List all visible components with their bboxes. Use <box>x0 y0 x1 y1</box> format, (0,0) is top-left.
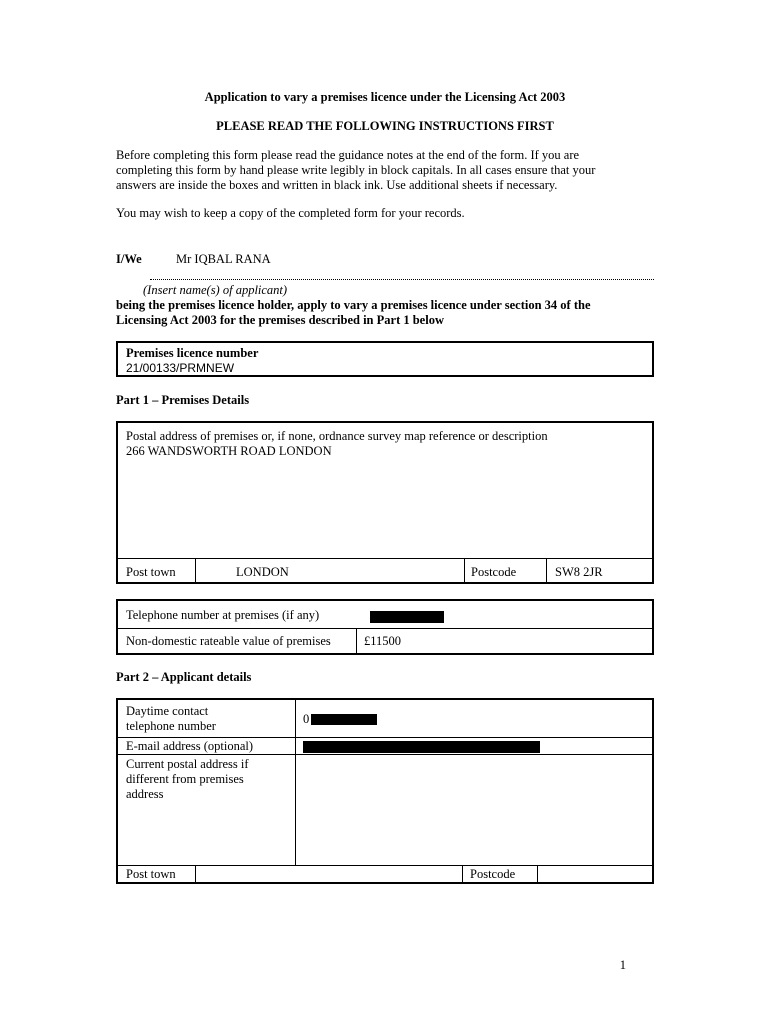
instructions-paragraph <box>116 148 656 193</box>
daytime-phone-label-line: Daytime contact <box>126 704 209 718</box>
premises-address-label: Postal address of premises or, if none, ordnance survey map reference or description <box>126 429 548 443</box>
instructions-line: Before completing this form please read the guidance notes at the end of the form. If you are <box>116 148 580 162</box>
p2-post-town-field[interactable] <box>196 866 462 882</box>
licence-number-box <box>116 341 654 377</box>
premises-address-box <box>116 421 654 584</box>
rateable-value-label: Non-domestic rateable value of premises <box>126 634 331 648</box>
applicant-name-underline <box>150 279 654 280</box>
post-town-value[interactable]: LONDON <box>236 565 289 579</box>
postcode-value[interactable]: SW8 2JR <box>555 565 603 579</box>
applicant-name-value[interactable]: Mr IQBAL RANA <box>176 252 271 266</box>
premises-phone-rateable-box <box>116 599 654 655</box>
post-town-label: Post town <box>126 565 176 579</box>
email-label: E-mail address (optional) <box>126 739 254 753</box>
current-postal-address-field[interactable] <box>296 755 652 865</box>
daytime-phone-redacted <box>311 714 377 725</box>
current-postal-address-label <box>126 757 249 802</box>
phone-email-divider <box>118 737 652 738</box>
daytime-phone-label <box>126 704 216 734</box>
applicant-name-caption: (Insert name(s) of applicant) <box>143 283 288 297</box>
postcode-label-divider <box>464 558 465 582</box>
keep-copy-note: You may wish to keep a copy of the completed form for your records. <box>116 206 465 220</box>
instructions-line: completing this form by hand please write legibly in block capitals. In all cases ensure that your <box>116 163 596 177</box>
instructions-heading: PLEASE READ THE FOLLOWING INSTRUCTIONS FIRST <box>216 119 554 133</box>
statement-line: Licensing Act 2003 for the premises described in Part 1 below <box>116 313 444 327</box>
part2-heading: Part 2 – Applicant details <box>116 670 252 684</box>
p2-postcode-field[interactable] <box>538 866 652 882</box>
licence-number-value[interactable]: 21/00133/PRMNEW <box>126 361 235 375</box>
applicant-statement <box>116 298 676 328</box>
postcode-label: Postcode <box>471 565 517 579</box>
rateable-value[interactable]: £11500 <box>364 634 402 648</box>
postcode-value-divider <box>546 558 547 582</box>
rateable-column-divider <box>356 628 357 653</box>
postal-label-line: different from premises <box>126 772 244 786</box>
post-town-divider <box>195 558 196 582</box>
form-title: Application to vary a premises licence under the Licensing Act 2003 <box>204 90 566 104</box>
postal-label-line: Current postal address if <box>126 757 249 771</box>
premises-telephone-label: Telephone number at premises (if any) <box>126 608 320 622</box>
phone-rateable-divider <box>118 628 652 629</box>
email-redacted <box>303 741 540 753</box>
daytime-phone-label-line: telephone number <box>126 719 216 733</box>
p2-postcode-label-divider <box>462 865 463 882</box>
iwe-label: I/We <box>116 252 142 266</box>
premises-telephone-redacted <box>370 611 444 623</box>
postal-label-line: address <box>126 787 164 801</box>
post-town-row-divider <box>118 558 652 559</box>
instructions-line: answers are inside the boxes and written in black ink. Use additional sheets if necessary. <box>116 178 558 192</box>
p2-post-town-label: Post town <box>126 867 176 881</box>
page-number: 1 <box>619 958 626 972</box>
licence-number-label: Premises licence number <box>126 346 259 360</box>
daytime-phone-prefix[interactable]: 0 <box>303 712 310 726</box>
p2-postcode-label: Postcode <box>470 867 516 881</box>
part1-heading: Part 1 – Premises Details <box>116 393 250 407</box>
applicant-details-box <box>116 698 654 884</box>
premises-address-value[interactable]: 266 WANDSWORTH ROAD LONDON <box>126 444 332 458</box>
statement-line: being the premises licence holder, apply to vary a premises licence under section 34 of the <box>116 298 591 312</box>
